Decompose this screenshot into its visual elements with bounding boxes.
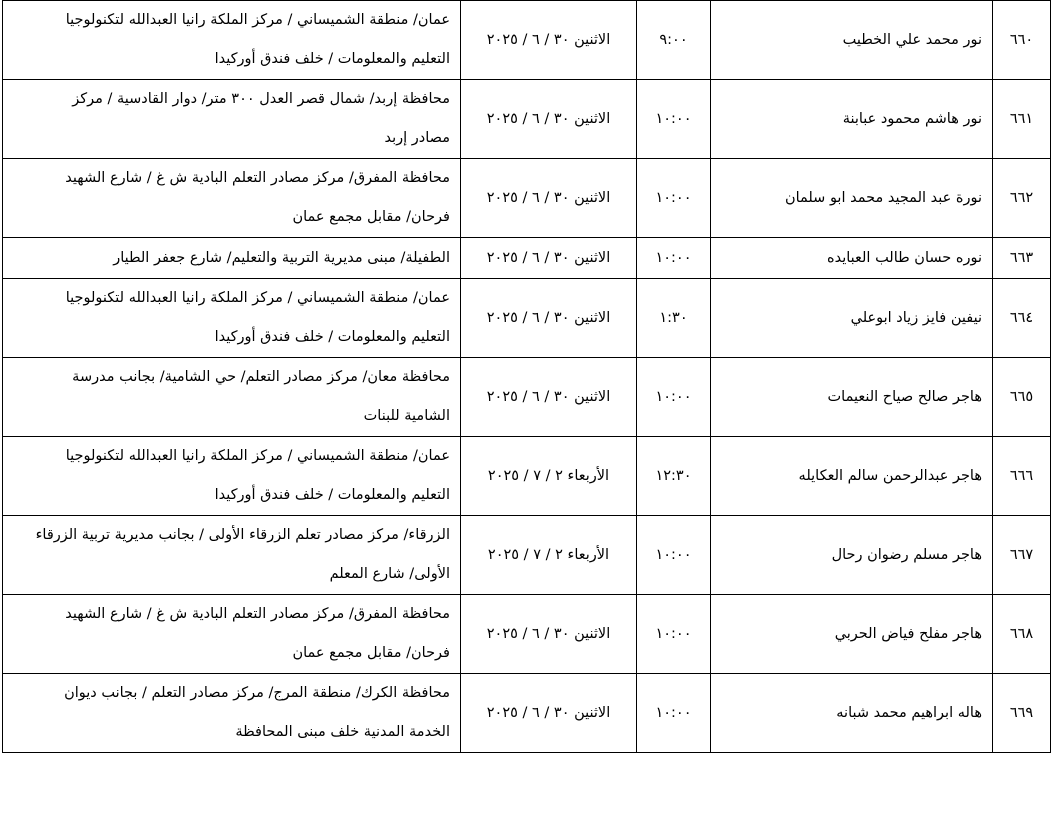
- location-line: عمان/ منطقة الشميساني / مركز الملكة رانيا العبدالله لتكنولوجيا: [65, 12, 450, 28]
- location-line: الزرقاء/ مركز مصادر تعلم الزرقاء الأولى / بجانب مديرية تربية الزرقاء: [35, 527, 450, 543]
- table-row: [3, 358, 1051, 437]
- exam-location-cell: [3, 159, 461, 238]
- exam-time-cell: ١٠:٠٠: [637, 238, 711, 279]
- candidate-name-cell: نوره حسان طالب العبايده: [711, 238, 993, 279]
- table-row: [3, 80, 1051, 159]
- exam-time-cell: ١٠:٠٠: [637, 595, 711, 674]
- exam-date-cell: الاثنين ٣٠ / ٦ / ٢٠٢٥: [461, 279, 637, 358]
- schedule-sheet: [2, 0, 1050, 753]
- location-line: محافظة الكرك/ منطقة المرج/ مركز مصادر التعلم / بجانب ديوان: [64, 685, 450, 701]
- exam-time-cell: ١٠:٠٠: [637, 516, 711, 595]
- exam-schedule-table: [2, 0, 1051, 753]
- location-line: مصادر إربد: [384, 130, 450, 146]
- location-line: عمان/ منطقة الشميساني / مركز الملكة رانيا العبدالله لتكنولوجيا: [65, 448, 450, 464]
- row-number-cell: ٦٦٨: [993, 595, 1051, 674]
- exam-location-cell: [3, 674, 461, 753]
- location-line: محافظة إربد/ شمال قصر العدل ٣٠٠ متر/ دوار القادسية / مركز: [72, 91, 450, 107]
- exam-location-cell: [3, 358, 461, 437]
- row-number-cell: ٦٦٧: [993, 516, 1051, 595]
- exam-location-cell: [3, 80, 461, 159]
- location-line: فرحان/ مقابل مجمع عمان: [292, 645, 450, 661]
- row-number-cell: ٦٦٩: [993, 674, 1051, 753]
- table-row: [3, 674, 1051, 753]
- row-number-cell: ٦٦١: [993, 80, 1051, 159]
- exam-date-cell: الاثنين ٣٠ / ٦ / ٢٠٢٥: [461, 238, 637, 279]
- table-row: [3, 1, 1051, 80]
- exam-location-cell: [3, 1, 461, 80]
- exam-date-cell: الاثنين ٣٠ / ٦ / ٢٠٢٥: [461, 358, 637, 437]
- exam-time-cell: ٩:٠٠: [637, 1, 711, 80]
- candidate-name-cell: هاله ابراهيم محمد شبانه: [711, 674, 993, 753]
- exam-time-cell: ١٠:٠٠: [637, 674, 711, 753]
- candidate-name-cell: هاجر عبدالرحمن سالم العكايله: [711, 437, 993, 516]
- exam-date-cell: الاثنين ٣٠ / ٦ / ٢٠٢٥: [461, 595, 637, 674]
- exam-time-cell: ١٠:٠٠: [637, 80, 711, 159]
- exam-date-cell: الاثنين ٣٠ / ٦ / ٢٠٢٥: [461, 674, 637, 753]
- candidate-name-cell: نور محمد علي الخطيب: [711, 1, 993, 80]
- exam-date-cell: الاثنين ٣٠ / ٦ / ٢٠٢٥: [461, 80, 637, 159]
- location-line: فرحان/ مقابل مجمع عمان: [292, 209, 450, 225]
- table-row: [3, 238, 1051, 279]
- table-row: [3, 516, 1051, 595]
- row-number-cell: ٦٦٥: [993, 358, 1051, 437]
- location-line: الشامية للبنات: [363, 408, 450, 424]
- location-line: الأولى/ شارع المعلم: [329, 566, 450, 582]
- exam-location-cell: [3, 238, 461, 279]
- exam-time-cell: ١٠:٠٠: [637, 358, 711, 437]
- exam-time-cell: ١:٣٠: [637, 279, 711, 358]
- table-row: [3, 437, 1051, 516]
- exam-location-cell: [3, 279, 461, 358]
- exam-time-cell: ١٢:٣٠: [637, 437, 711, 516]
- table-row: [3, 595, 1051, 674]
- row-number-cell: ٦٦٤: [993, 279, 1051, 358]
- candidate-name-cell: نيفين فايز زياد ابوعلي: [711, 279, 993, 358]
- table-row: [3, 279, 1051, 358]
- exam-date-cell: الاثنين ٣٠ / ٦ / ٢٠٢٥: [461, 1, 637, 80]
- location-line: التعليم والمعلومات / خلف فندق أوركيدا: [214, 487, 450, 503]
- table-row: [3, 159, 1051, 238]
- location-line: محافظة معان/ مركز مصادر التعلم/ حي الشامية/ بجانب مدرسة: [72, 369, 450, 385]
- location-line: الطفيلة/ مبنى مديرية التربية والتعليم/ شارع جعفر الطيار: [113, 249, 450, 266]
- location-line: التعليم والمعلومات / خلف فندق أوركيدا: [214, 329, 450, 345]
- location-line: التعليم والمعلومات / خلف فندق أوركيدا: [214, 51, 450, 67]
- exam-date-cell: الأربعاء ٢ / ٧ / ٢٠٢٥: [461, 437, 637, 516]
- exam-location-cell: [3, 437, 461, 516]
- location-line: محافظة المفرق/ مركز مصادر التعلم البادية ش غ / شارع الشهيد: [65, 170, 450, 186]
- location-line: محافظة المفرق/ مركز مصادر التعلم البادية ش غ / شارع الشهيد: [65, 606, 450, 622]
- location-line: عمان/ منطقة الشميساني / مركز الملكة رانيا العبدالله لتكنولوجيا: [65, 290, 450, 306]
- candidate-name-cell: هاجر صالح صياح النعيمات: [711, 358, 993, 437]
- exam-location-cell: [3, 595, 461, 674]
- exam-time-cell: ١٠:٠٠: [637, 159, 711, 238]
- candidate-name-cell: نور هاشم محمود عبابنة: [711, 80, 993, 159]
- location-line: الخدمة المدنية خلف مبنى المحافظة: [235, 724, 450, 740]
- candidate-name-cell: نورة عبد المجيد محمد ابو سلمان: [711, 159, 993, 238]
- row-number-cell: ٦٦٢: [993, 159, 1051, 238]
- exam-date-cell: الاثنين ٣٠ / ٦ / ٢٠٢٥: [461, 159, 637, 238]
- exam-date-cell: الأربعاء ٢ / ٧ / ٢٠٢٥: [461, 516, 637, 595]
- row-number-cell: ٦٦٠: [993, 1, 1051, 80]
- exam-location-cell: [3, 516, 461, 595]
- candidate-name-cell: هاجر مفلح فياض الحربي: [711, 595, 993, 674]
- candidate-name-cell: هاجر مسلم رضوان رحال: [711, 516, 993, 595]
- row-number-cell: ٦٦٦: [993, 437, 1051, 516]
- table-body: [3, 1, 1051, 753]
- row-number-cell: ٦٦٣: [993, 238, 1051, 279]
